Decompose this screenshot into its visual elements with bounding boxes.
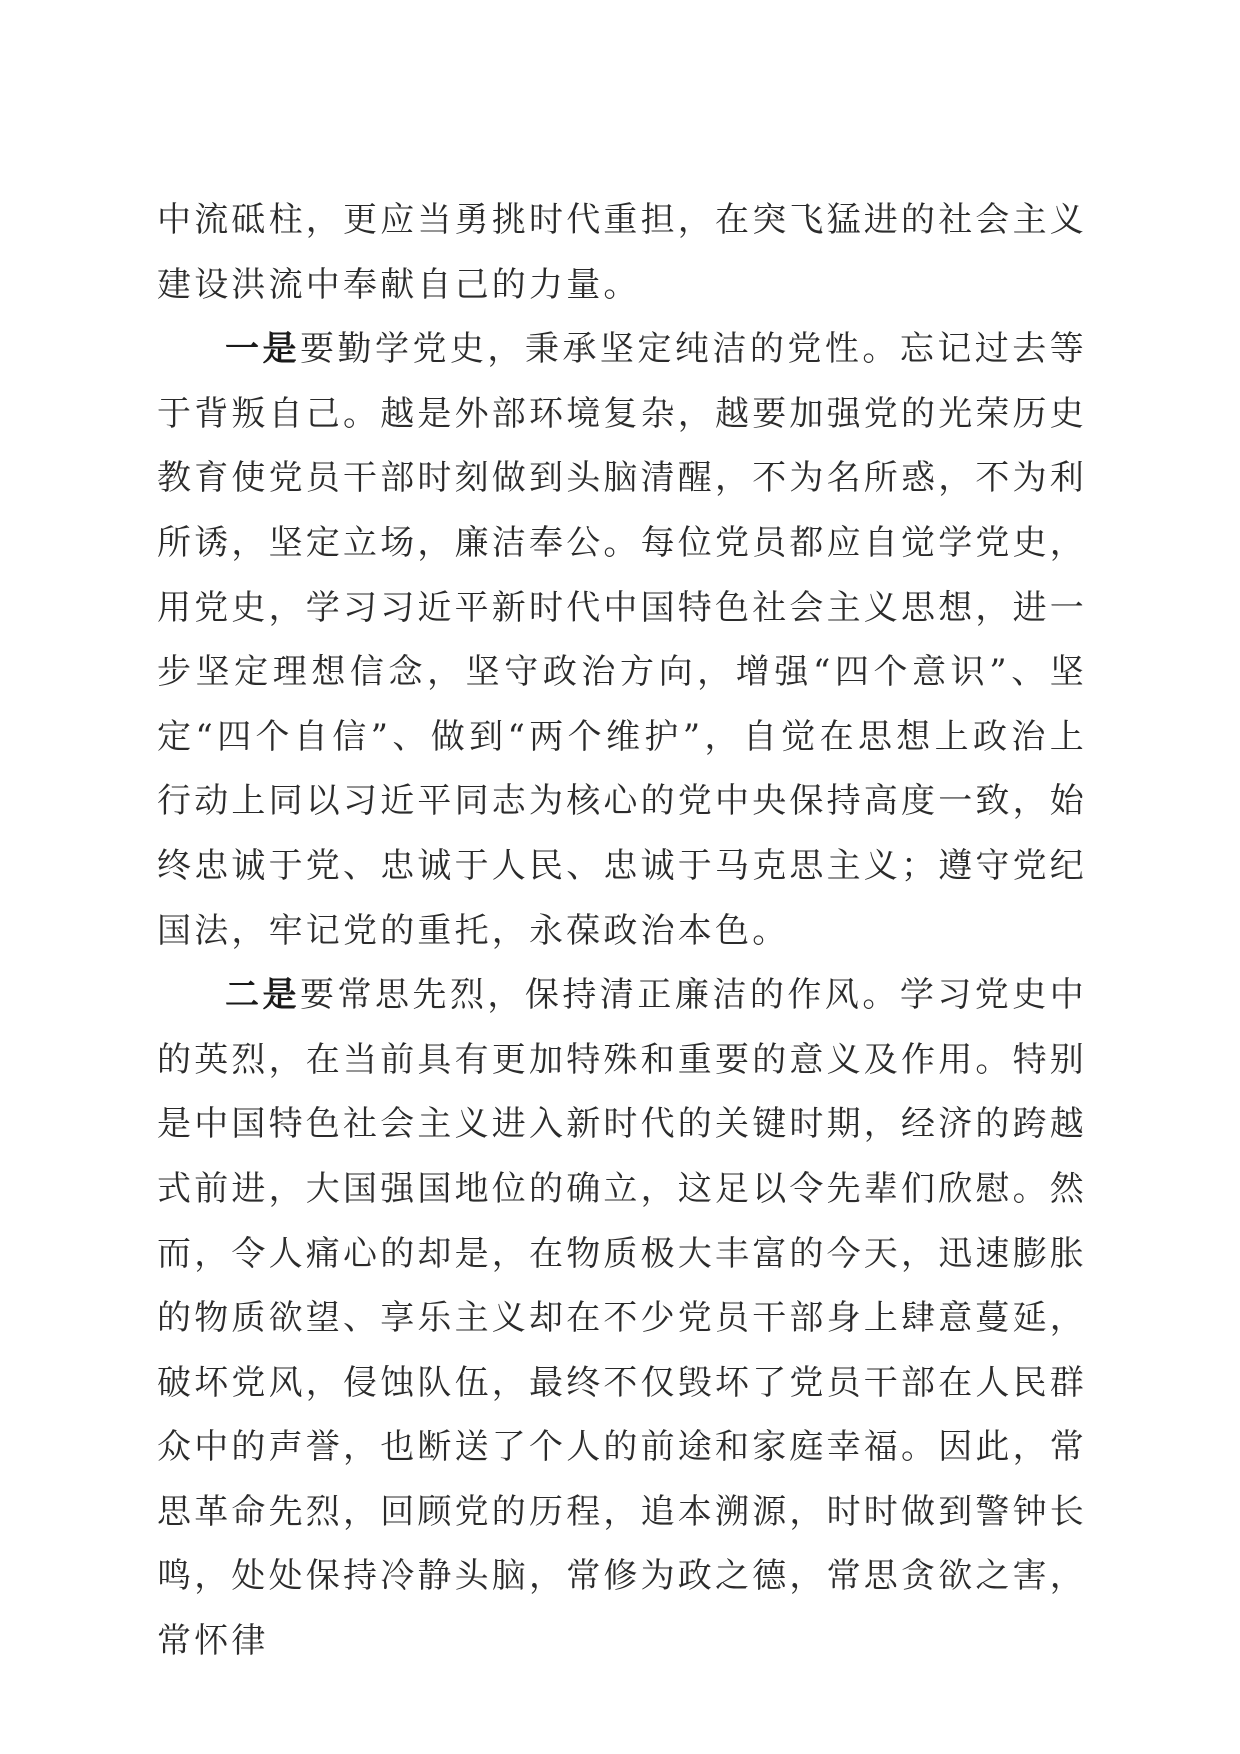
paragraph-text: 中流砥柱，更应当勇挑时代重担，在突飞猛进的社会主义建设洪流中奉献自己的力量。 (157, 200, 1087, 305)
paragraph-text: 要常思先烈，保持清正廉洁的作风。学习党史中的英烈，在当前具有更加特殊和重要的意义及作用。特别是中国特色社会主义进入新时代的关键时期，经济的跨越式前进，大国强国地位的确立，这足以令先辈们欣慰。然而，令人痛心的却是，在物质极大丰富的今天，迅速膨胀的物质欲望、享乐主义却在不少党员干部身上肆意蔓延，破坏党风，侵蚀队伍，最终不仅毁坏了党员干部在人民群众中的声誉，也断送了个人的前途和家庭幸福。因此，常思革命先烈，回顾党的历程，追本溯源，时时做到警钟长鸣，处处保持冷静头脑，常修为政之德，常思贪欲之害，常怀律 (157, 975, 1087, 1662)
paragraph-point-one (157, 317, 1087, 963)
paragraph-continuation (157, 188, 1087, 317)
paragraph-point-two (157, 963, 1087, 1674)
paragraph-lead: 一是 (225, 329, 300, 370)
document-body (157, 188, 1087, 1674)
paragraph-text: 要勤学党史，秉承坚定纯洁的党性。忘记过去等于背叛自己。越是外部环境复杂，越要加强党的光荣历史教育使党员干部时刻做到头脑清醒，不为名所惑，不为利所诱，坚定立场，廉洁奉公。每位党员都应自觉学党史，用党史，学习习近平新时代中国特色社会主义思想，进一步坚定理想信念，坚守政治方向，增强“四个意识”、坚定“四个自信”、做到“两个维护”，自觉在思想上政治上行动上同以习近平同志为核心的党中央保持高度一致，始终忠诚于党、忠诚于人民、忠诚于马克思主义；遵守党纪国法，牢记党的重托，永葆政治本色。 (157, 329, 1087, 951)
paragraph-lead: 二是 (225, 975, 300, 1016)
